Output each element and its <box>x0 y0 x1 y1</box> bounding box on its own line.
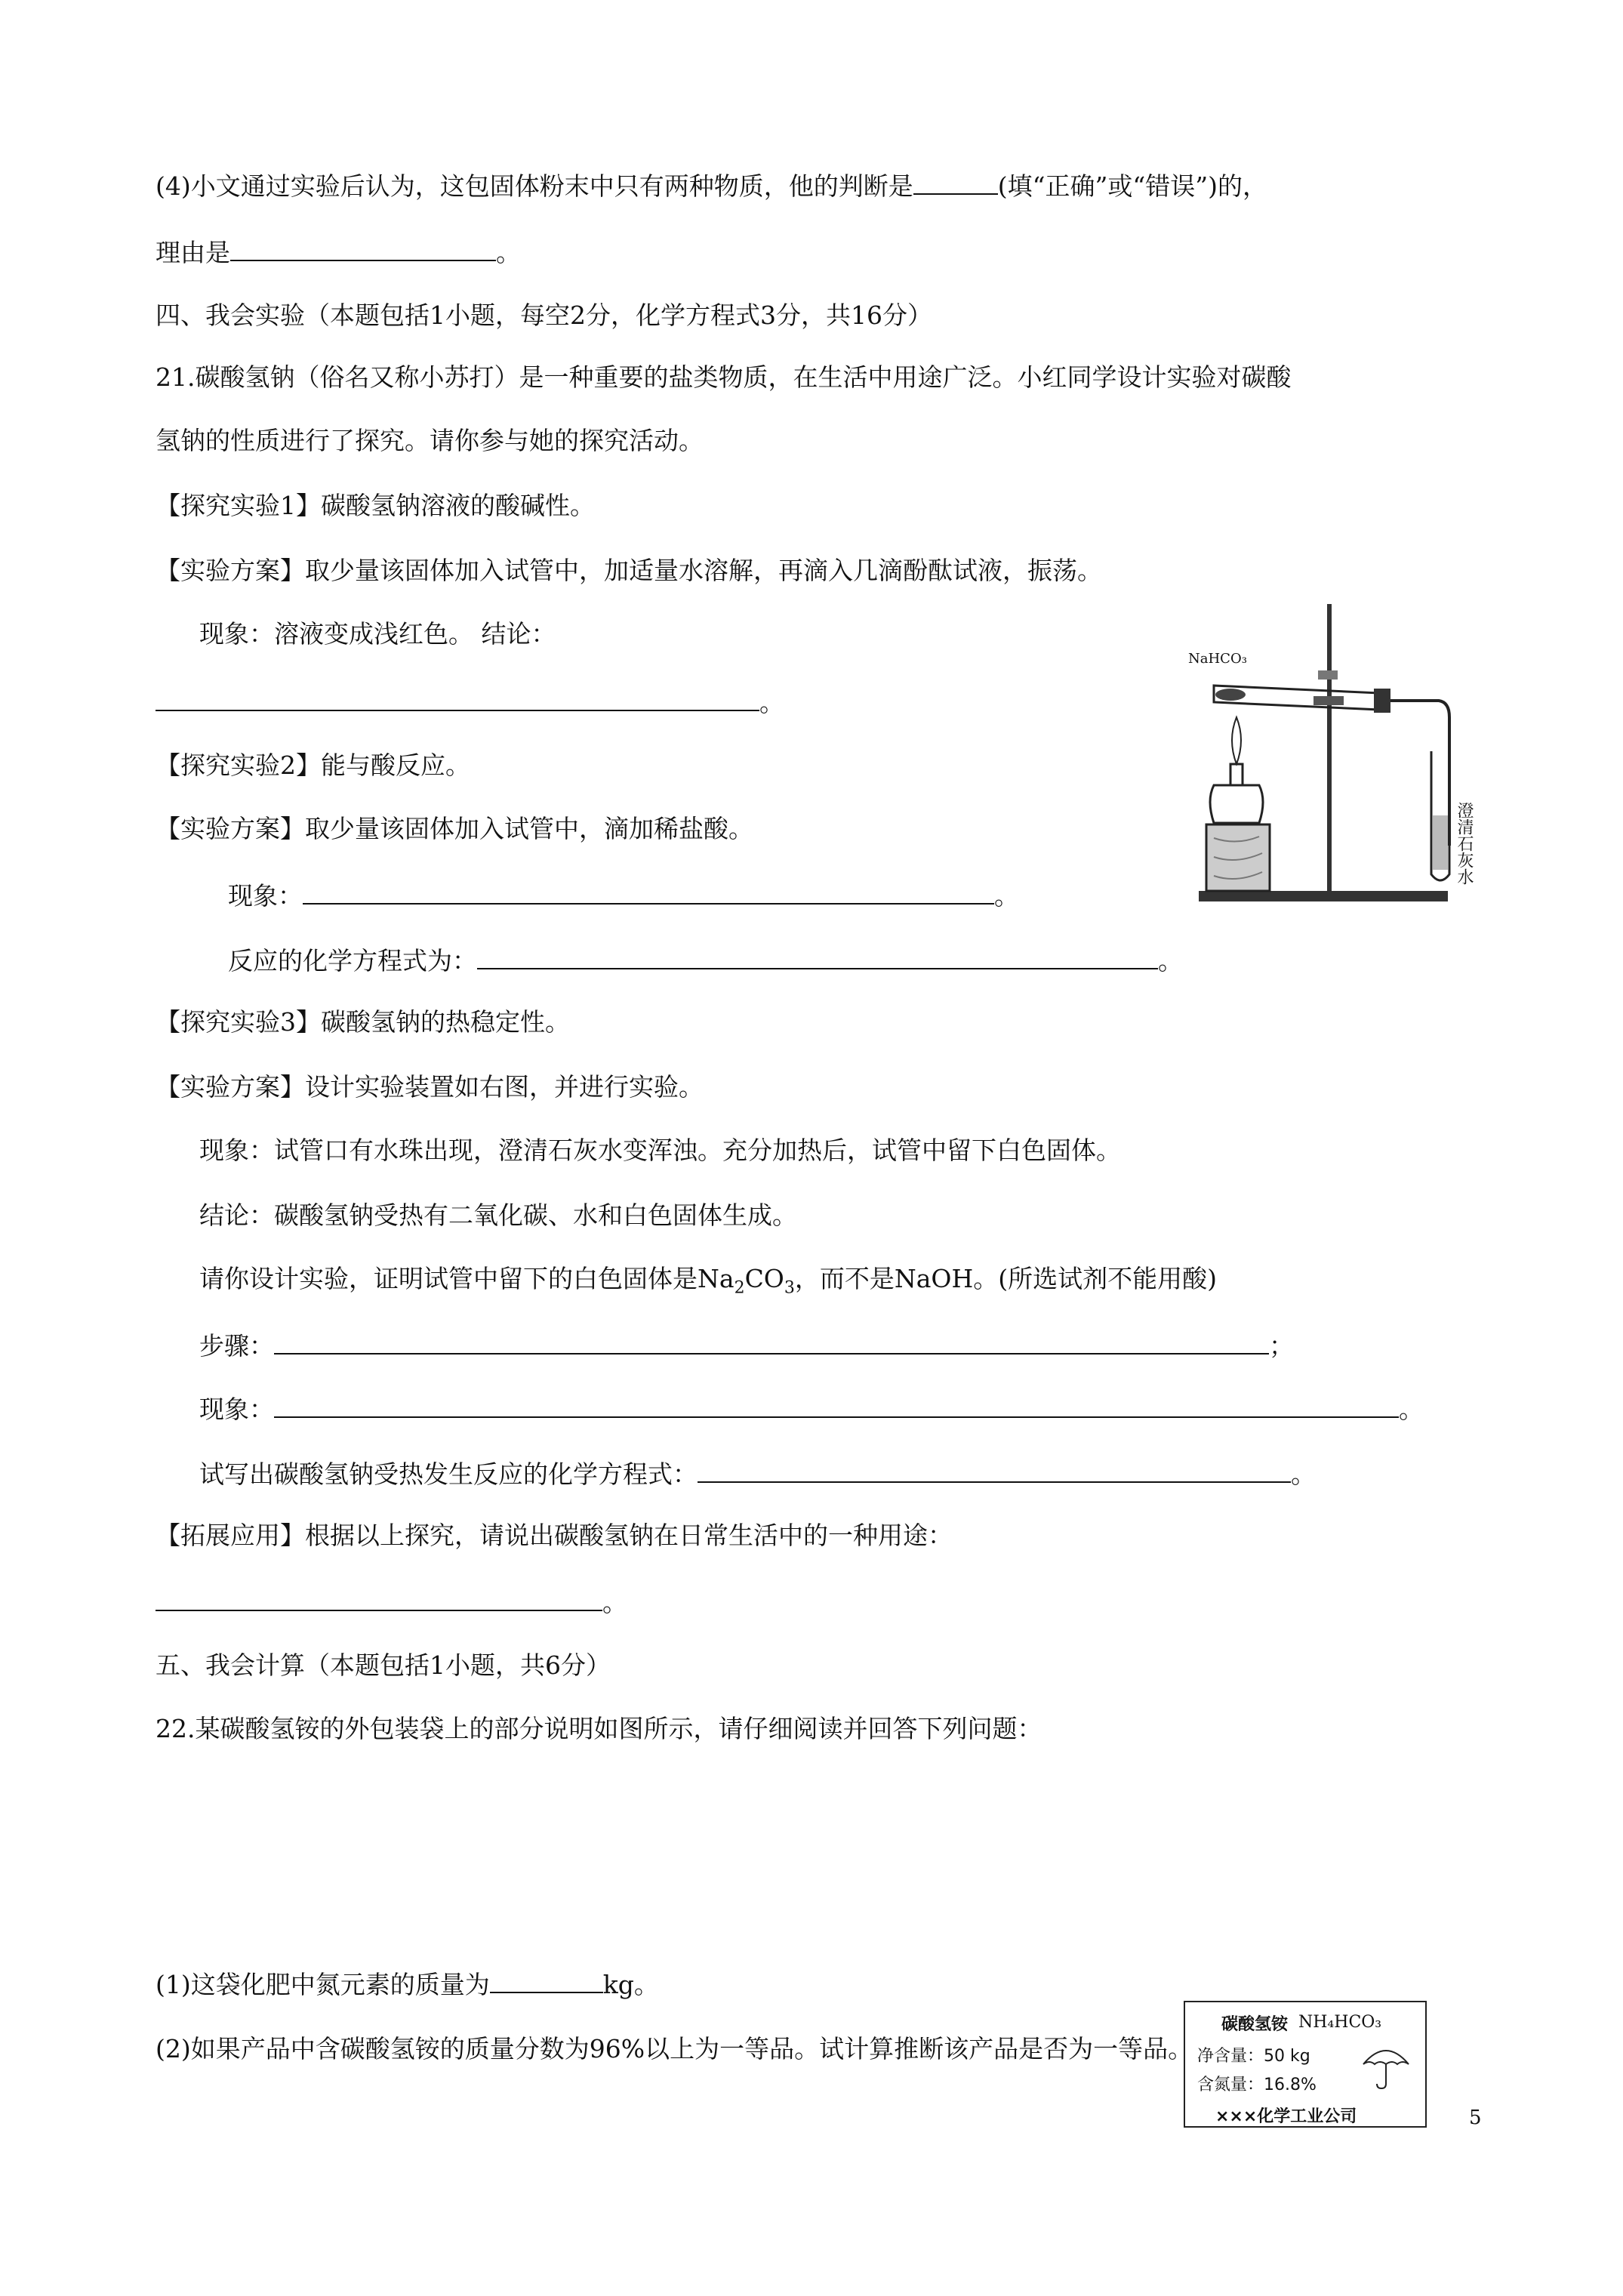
q22-part1-text: (1)这袋化肥中氮元素的质量为 <box>156 1970 490 1999</box>
q20-judgement-blank[interactable] <box>913 168 998 195</box>
design-subscript-1: 2 <box>734 1278 745 1298</box>
unit-kg: kg。 <box>602 1970 659 1999</box>
period: 。 <box>1158 946 1183 975</box>
exp2-observation-label: 现象： <box>228 881 303 911</box>
clamp-knob <box>1318 670 1338 680</box>
exp3-design-prompt <box>199 1262 1217 1305</box>
extension-answer-line <box>156 1584 627 1620</box>
exp2-observation-blank[interactable] <box>303 877 994 905</box>
powder <box>1215 689 1246 701</box>
q20-part4-line2 <box>156 234 521 270</box>
exp2-equation-blank[interactable] <box>477 942 1158 969</box>
period: 。 <box>496 238 521 267</box>
design-text-a: 请你设计实验，证明试管中留下的白色固体是Na <box>199 1264 735 1293</box>
exp1-conclusion-blank[interactable] <box>156 684 759 711</box>
clamp <box>1313 696 1344 705</box>
page-number: 5 <box>1469 2106 1482 2129</box>
label-formula: NH₄HCO₃ <box>1298 2013 1382 2032</box>
heat-equation-line <box>199 1456 1316 1491</box>
exp1-title: 【探究实验1】碳酸氢钠溶液的酸碱性。 <box>156 491 595 520</box>
label-product-name: 碳酸氢铵 <box>1221 2015 1289 2034</box>
exp1-observation: 现象：溶液变成浅红色。 结论： <box>199 619 556 649</box>
limewater-label: 澄清石灰水 <box>1455 802 1474 885</box>
exp3-conclusion: 结论：碳酸氢钠受热有二氧化碳、水和白色固体生成。 <box>199 1200 797 1230</box>
q21-intro-line1: 21.碳酸氢钠（俗名又称小苏打）是一种重要的盐类物质，在生活中用途广泛。小红同学设计实验对碳酸 <box>156 362 1292 392</box>
q20-part4-hint: (填“正确”或“错误”)的， <box>997 171 1267 201</box>
q20-reason-blank[interactable] <box>230 234 496 261</box>
exp2-plan: 【实验方案】取少量该固体加入试管中，滴加稀盐酸。 <box>156 814 753 843</box>
extension-application: 【拓展应用】根据以上探究，请说出碳酸氢钠在日常生活中的一种用途： <box>156 1521 953 1550</box>
exp2-observation-line <box>228 877 1019 913</box>
stand-rod <box>1327 604 1332 895</box>
stopper <box>1374 689 1390 713</box>
label-nitrogen-content: 含氮量：16.8% <box>1197 2076 1317 2094</box>
design-subscript-2: 3 <box>784 1278 795 1298</box>
q21-intro-line2: 氢钠的性质进行了探究。请你参与她的探究活动。 <box>156 426 704 455</box>
section-4-title: 四、我会实验（本题包括1小题，每空2分，化学方程式3分，共16分） <box>156 300 932 330</box>
q20-part4-text: (4)小文通过实验后认为，这包固体粉末中只有两种物质，他的判断是 <box>156 171 913 201</box>
fertilizer-label <box>1184 2001 1427 2128</box>
nitrogen-mass-blank[interactable] <box>490 1966 603 1993</box>
exp1-conclusion-line <box>156 684 784 720</box>
exp2-equation-line <box>228 942 1183 978</box>
exp1-plan: 【实验方案】取少量该固体加入试管中，加适量水溶解，再滴入几滴酚酞试液，振荡。 <box>156 556 1102 585</box>
base-plate <box>1199 891 1448 901</box>
period: 。 <box>1399 1395 1424 1424</box>
limewater <box>1433 815 1448 870</box>
q22-intro: 22.某碳酸氢铵的外包装袋上的部分说明如图所示，请仔细阅读并回答下列问题： <box>156 1714 1042 1743</box>
extension-answer-blank[interactable] <box>156 1584 602 1611</box>
heating-apparatus-figure <box>1184 596 1478 921</box>
exp3-observation: 现象：试管口有水珠出现，澄清石灰水变浑浊。充分加热后，试管中留下白色固体。 <box>199 1136 1121 1165</box>
period: 。 <box>1291 1459 1316 1489</box>
phenomenon-blank[interactable] <box>274 1391 1399 1418</box>
alcohol-lamp <box>1210 785 1263 823</box>
heat-equation-label: 试写出碳酸氢钠受热发生反应的化学方程式： <box>199 1459 698 1489</box>
lamp-wick-holder <box>1230 764 1243 785</box>
steps-label: 步骤： <box>199 1331 274 1361</box>
period: 。 <box>994 881 1019 911</box>
label-net-weight: 净含量：50 kg <box>1197 2047 1310 2066</box>
period: 。 <box>602 1588 627 1617</box>
umbrella-icon <box>1360 2042 1412 2091</box>
phenomenon-line <box>199 1391 1424 1426</box>
nahco3-label: NaHCO₃ <box>1188 651 1247 667</box>
q22-part2: (2)如果产品中含碳酸氢铵的质量分数为96%以上为一等品。试计算推断该产品是否为一等品。 <box>156 2034 1193 2063</box>
q20-reason-label: 理由是 <box>156 238 230 267</box>
semicolon: ； <box>1269 1331 1294 1361</box>
heat-equation-blank[interactable] <box>698 1456 1291 1483</box>
design-text-b: CO <box>744 1264 784 1293</box>
exp2-equation-label: 反应的化学方程式为： <box>228 946 477 975</box>
q22-part1 <box>156 1966 659 2002</box>
exp3-title: 【探究实验3】碳酸氢钠的热稳定性。 <box>156 1007 570 1037</box>
exp3-plan: 【实验方案】设计实验装置如右图，并进行实验。 <box>156 1072 704 1102</box>
flame-icon <box>1232 717 1241 764</box>
steps-line <box>199 1327 1294 1363</box>
design-text-c: ，而不是NaOH。(所选试剂不能用酸) <box>794 1264 1218 1293</box>
period: 。 <box>759 688 784 717</box>
label-company: ×××化学工业公司 <box>1215 2107 1357 2126</box>
exp2-title: 【探究实验2】能与酸反应。 <box>156 750 470 780</box>
steps-blank[interactable] <box>274 1327 1269 1354</box>
section-5-title: 五、我会计算（本题包括1小题，共6分） <box>156 1650 611 1680</box>
phenomenon-label: 现象： <box>199 1395 274 1424</box>
q20-part4-line1 <box>156 168 1267 203</box>
